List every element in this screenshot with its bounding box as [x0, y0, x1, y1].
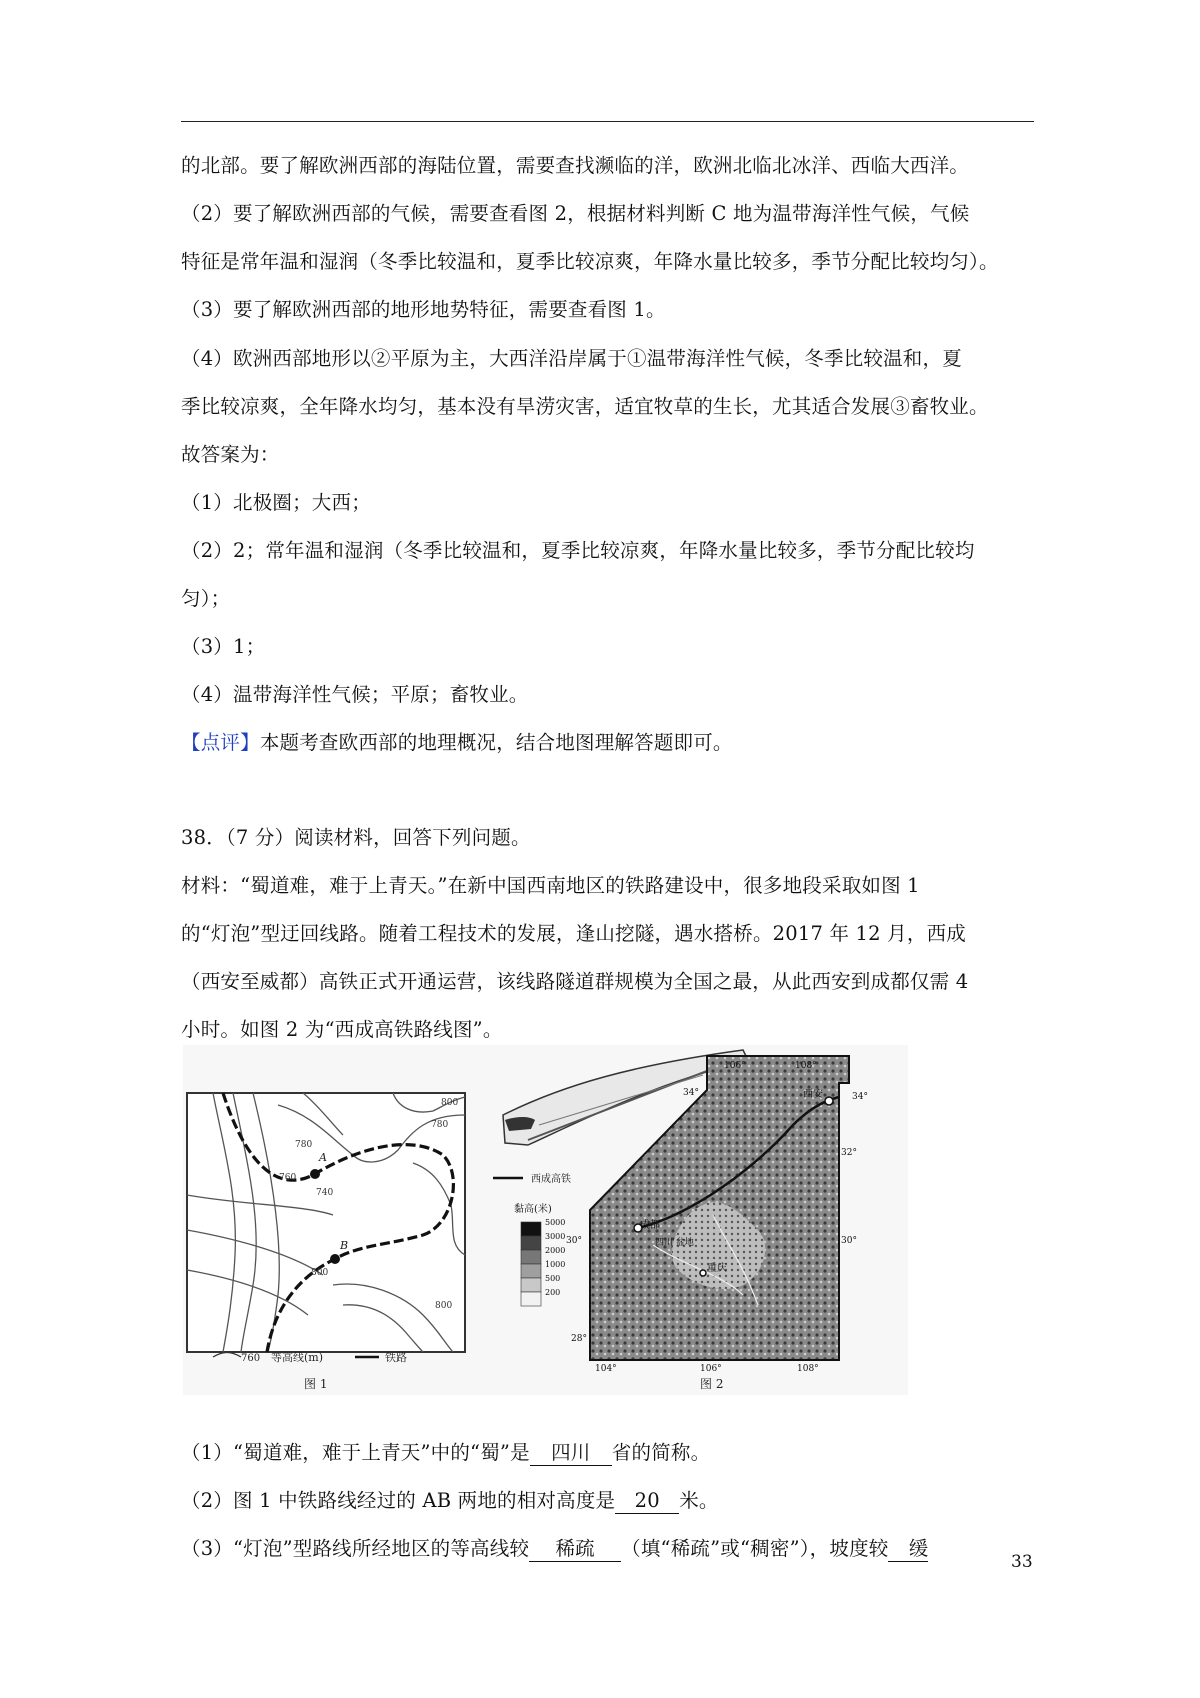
figure1-contour-map: [187, 1093, 465, 1391]
text-line: 匀）；: [181, 587, 231, 610]
text-line: （4）欧洲西部地形以②平原为主，大西洋沿岸属于①温带海洋性气候，冬季比较温和，夏: [181, 347, 962, 370]
lat-label: 34°: [852, 1092, 868, 1102]
point-a-label: A: [319, 1151, 327, 1164]
legend-scale: 3000: [545, 1232, 566, 1241]
legend-scale: 1000: [545, 1260, 566, 1269]
lon-label: 108°: [795, 1061, 817, 1071]
material-line: （西安至威都）高铁正式开通运营，该线路隧道群规模为全国之最，从此西安到成都仅需 4: [181, 970, 969, 993]
figure2-railway-map: [493, 1050, 868, 1391]
legend-contour-value: 760: [241, 1353, 261, 1364]
page-number: 33: [1011, 1552, 1033, 1572]
comment-text: 本题考查欧西部的地理概况，结合地图理解答题即可。: [259, 731, 733, 754]
answer-blank: 四川: [530, 1441, 612, 1466]
text-line: 故答案为：: [181, 443, 280, 466]
lon-label: 106°: [724, 1061, 746, 1071]
answer-line-1: [181, 1439, 710, 1467]
legend-line: 西成高铁: [531, 1174, 571, 1185]
answer-line-3: [181, 1535, 928, 1563]
legend-rail: 铁路: [385, 1351, 407, 1364]
material-line: 的“灯泡”型迂回线路。随着工程技术的发展，逢山挖隧，遇水搭桥。2017 年 12 月，西成: [181, 922, 966, 945]
header-rule: [181, 121, 1034, 122]
answer-text: （1）“蜀道难，难于上青天”中的“蜀”是: [181, 1441, 530, 1464]
answer-line-2: [181, 1487, 719, 1515]
answer-blank: 缓: [888, 1537, 928, 1562]
elevation-legend: [521, 1222, 541, 1306]
place-xian: 西安: [803, 1089, 823, 1100]
answer-text: （填“稀疏”或“稠密”），坡度较: [621, 1537, 889, 1560]
text-line: （2）2；常年温和湿润（冬季比较温和，夏季比较凉爽，年降水量比较多，季节分配比较均: [181, 539, 975, 562]
legend-scale: 5000: [545, 1218, 566, 1227]
answer-text: （2）图 1 中铁路线经过的 AB 两地的相对高度是: [181, 1489, 616, 1512]
legend-contour: 等高线(m): [271, 1351, 324, 1364]
figure-maps: [183, 1045, 908, 1395]
contour-label: 780: [295, 1140, 313, 1150]
maps-svg: [183, 1045, 908, 1395]
text-line: 的北部。要了解欧洲西部的海陆位置，需要查找濒临的洋，欧洲北临北冰洋、西临大西洋。: [181, 154, 970, 177]
text-line: （1）北极圈；大西；: [181, 491, 371, 514]
comment-tag: 【点评】: [181, 731, 260, 754]
material-line: 小时。如图 2 为“西成高铁路线图”。: [181, 1018, 503, 1041]
comment-line: [181, 729, 733, 757]
contour-label: 740: [316, 1188, 334, 1198]
place-chengdu: 成都: [640, 1220, 660, 1231]
place-chongqing: 重庆: [707, 1263, 727, 1274]
text-line: 季比较凉爽，全年降水均匀，基本没有旱涝灾害，适宜牧草的生长，尤其适合发展③畜牧业。: [181, 395, 989, 418]
text-line: （3）1；: [181, 635, 266, 658]
lon-label: 108°: [797, 1364, 819, 1374]
lat-label: 30°: [841, 1236, 857, 1246]
lat-label: 34°: [683, 1088, 699, 1098]
lat-label: 32°: [841, 1148, 857, 1158]
point-b-label: B: [340, 1239, 349, 1252]
answer-blank: 20: [615, 1489, 679, 1514]
answer-text: 米。: [679, 1489, 719, 1512]
legend-scale: 500: [545, 1274, 561, 1283]
question-title: 38．（7 分）阅读材料，回答下列问题。: [181, 826, 531, 849]
legend-title: 黏高(米): [514, 1204, 552, 1215]
lat-label: 30°: [566, 1236, 582, 1246]
contour-label: 800: [441, 1098, 459, 1108]
material-line: 材料：“蜀道难，难于上青天。”在新中国西南地区的铁路建设中，很多地段采取如图 1: [181, 874, 920, 897]
contour-label: 780: [431, 1120, 449, 1130]
answer-text: （3）“灯泡”型路线所经地区的等高线较: [181, 1537, 530, 1560]
figure2-caption: 图 2: [700, 1377, 724, 1391]
figure1-caption: 图 1: [304, 1377, 328, 1391]
lat-label: 28°: [571, 1334, 587, 1344]
text-line: 特征是常年温和湿润（冬季比较温和，夏季比较凉爽，年降水量比较多，季节分配比较均匀）。: [181, 250, 999, 273]
contour-label: 760: [279, 1173, 297, 1183]
contour-label: 800: [435, 1301, 453, 1311]
text-line: （4）温带海洋性气候；平原；畜牧业。: [181, 683, 529, 706]
lon-label: 104°: [595, 1364, 617, 1374]
lon-label: 106°: [700, 1364, 722, 1374]
contour-label: 800: [311, 1268, 329, 1278]
place-sichuan: 四川 盆地: [655, 1238, 694, 1248]
answer-text: 省的简称。: [611, 1441, 711, 1464]
legend-scale: 200: [545, 1288, 561, 1297]
answer-blank: 稀疏: [529, 1537, 621, 1562]
text-line: （2）要了解欧洲西部的气候，需要查看图 2，根据材料判断 C 地为温带海洋性气候，气候: [181, 202, 970, 225]
text-line: （3）要了解欧洲西部的地形地势特征，需要查看图 1。: [181, 298, 666, 321]
legend-scale: 2000: [545, 1246, 566, 1255]
